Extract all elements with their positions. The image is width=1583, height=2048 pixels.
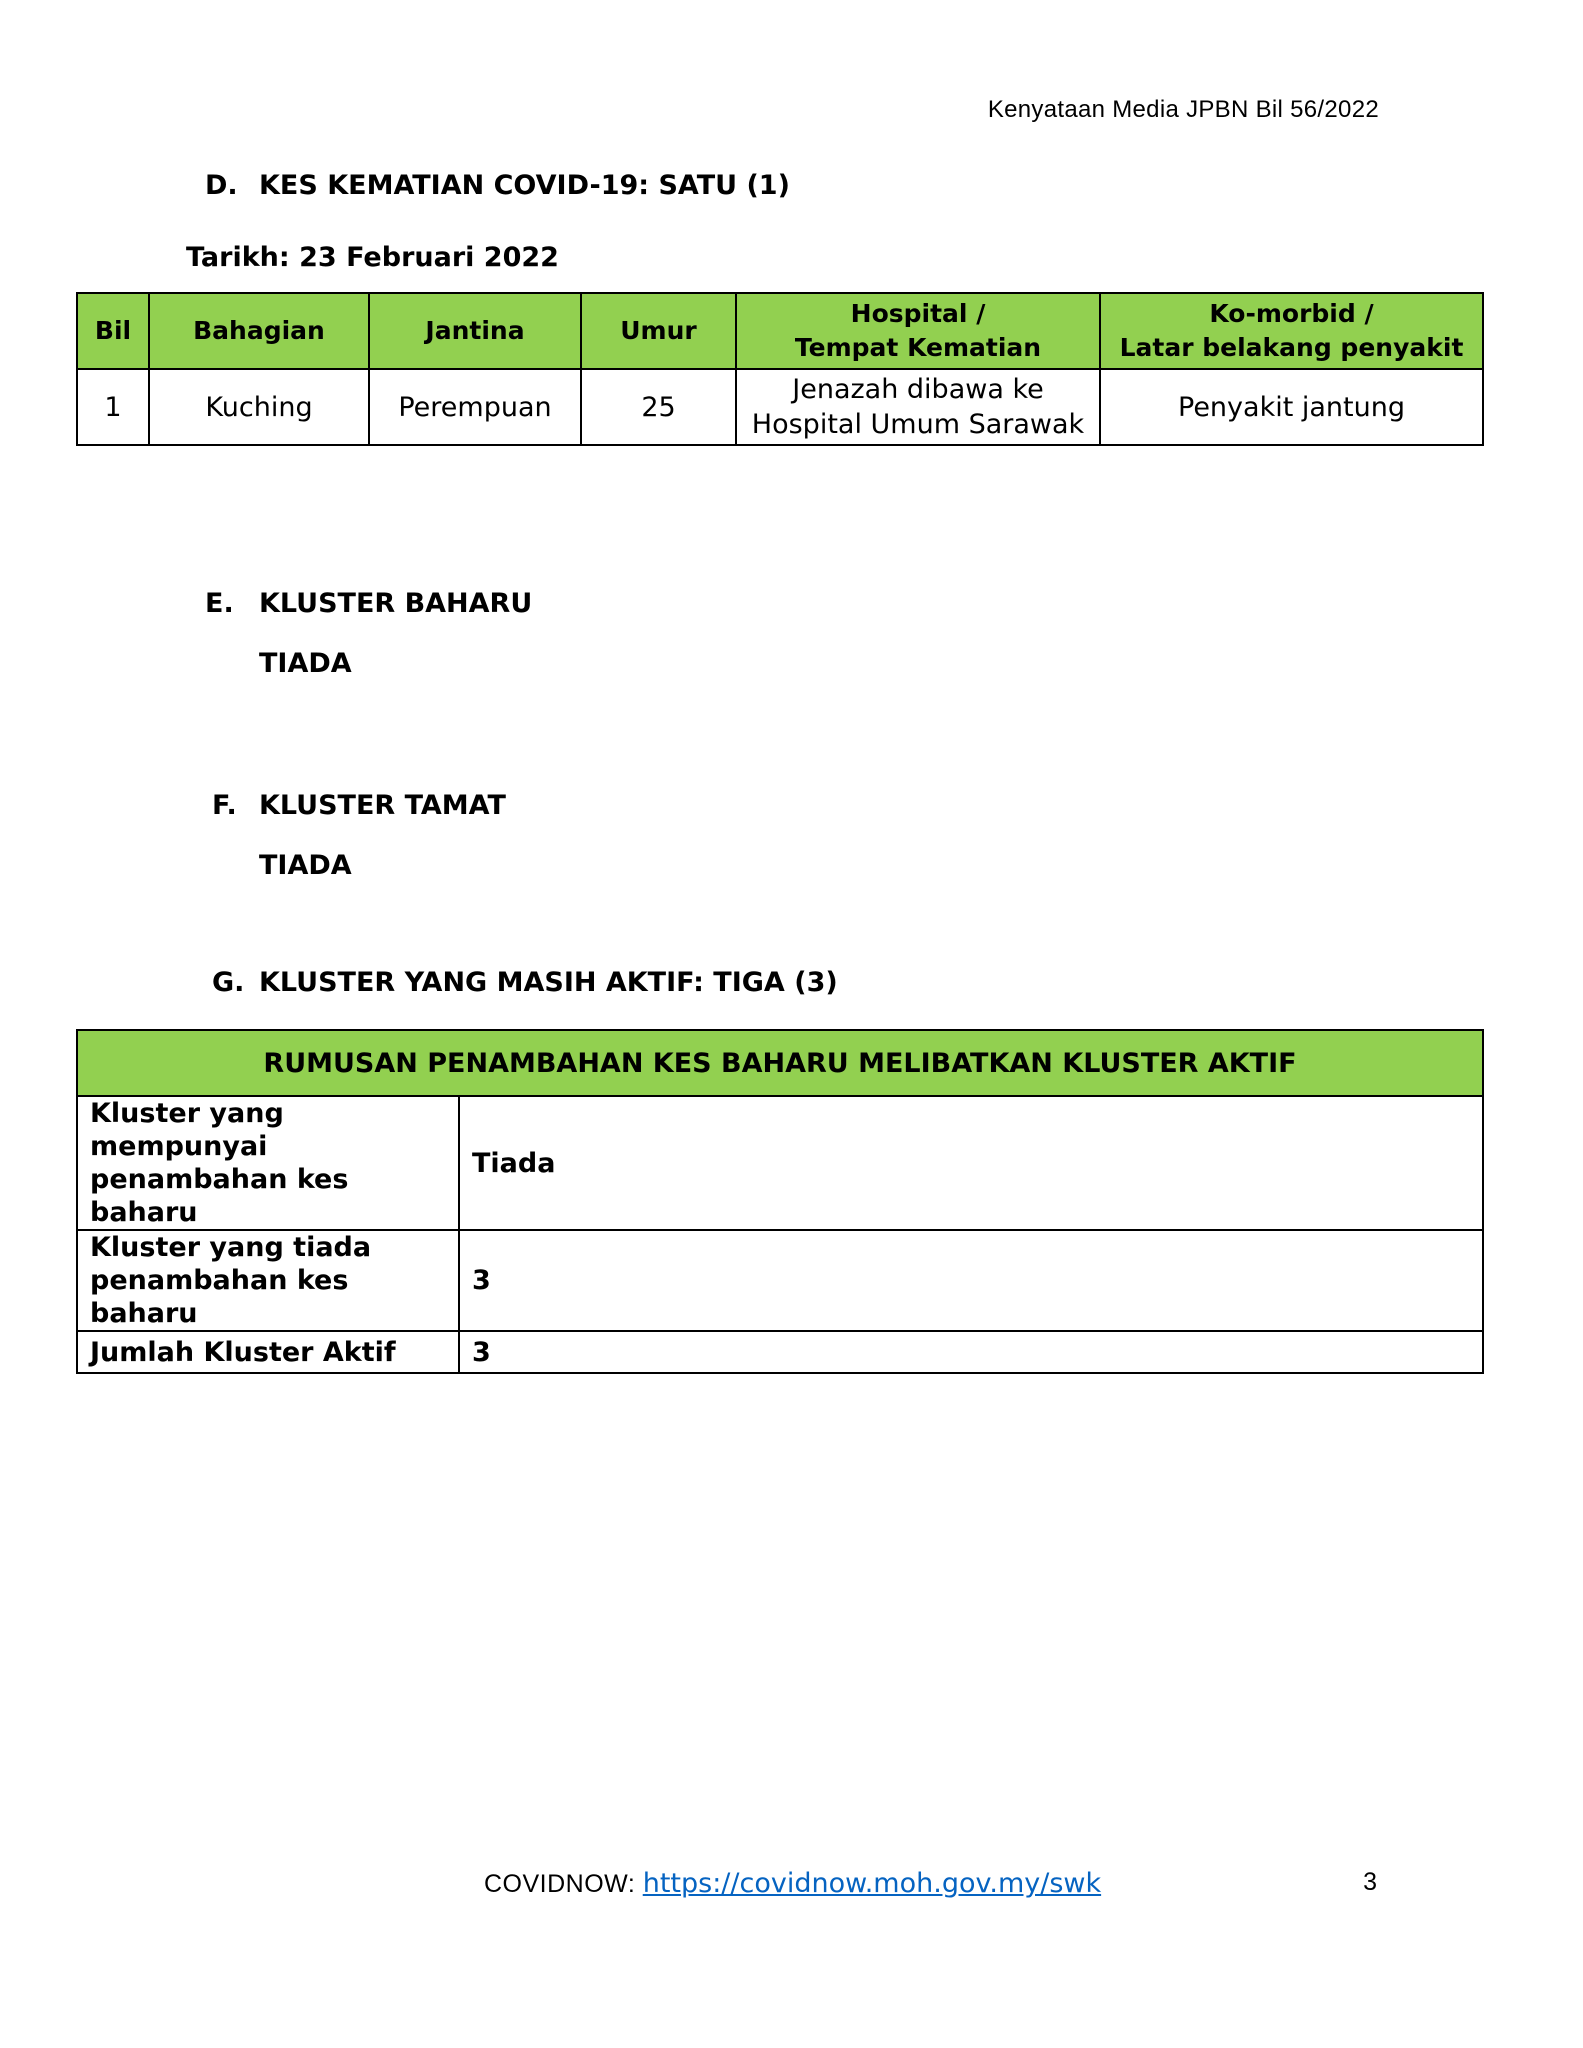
row-label-line1: Kluster yang mempunyai <box>90 1098 284 1162</box>
section-d-letter: D. <box>205 170 238 201</box>
cell-jantina: Perempuan <box>369 369 581 445</box>
col-header-hospital-line1: Hospital / <box>850 299 986 328</box>
document-reference: Kenyataan Media JPBN Bil 56/2022 <box>987 96 1379 123</box>
section-f-letter: F. <box>212 790 237 821</box>
col-header-bil: Bil <box>77 293 149 369</box>
table-row <box>77 1230 1483 1331</box>
row-value: Tiada <box>459 1096 1483 1230</box>
row-label <box>77 1096 459 1230</box>
cell-hospital <box>736 369 1100 445</box>
row-label-line2: penambahan kes baharu <box>90 1265 349 1329</box>
table-row <box>77 369 1483 445</box>
section-e-letter: E. <box>205 588 234 619</box>
section-e-title: KLUSTER BAHARU <box>259 588 533 619</box>
col-header-komorbid <box>1100 293 1483 369</box>
section-d-heading <box>205 170 790 201</box>
col-header-umur: Umur <box>581 293 736 369</box>
death-cases-table <box>76 292 1484 446</box>
section-f-value: TIADA <box>259 850 352 881</box>
row-label <box>77 1230 459 1331</box>
active-cluster-summary-table <box>76 1029 1484 1374</box>
cell-bahagian: Kuching <box>149 369 369 445</box>
table-row <box>77 1096 1483 1230</box>
footer-prefix: COVIDNOW: <box>484 1870 643 1898</box>
section-f-title: KLUSTER TAMAT <box>259 790 506 821</box>
covidnow-link[interactable]: https://covidnow.moh.gov.my/swk <box>642 1868 1102 1899</box>
footer <box>484 1868 1101 1899</box>
death-date-label: Tarikh: 23 Februari 2022 <box>186 242 559 273</box>
cell-bil: 1 <box>77 369 149 445</box>
row-label-line1: Kluster yang tiada <box>90 1232 372 1263</box>
cell-hospital-line1: Jenazah dibawa ke <box>792 374 1044 405</box>
death-table-header-row <box>77 293 1483 369</box>
row-label-line2: penambahan kes baharu <box>90 1164 349 1228</box>
section-f-heading <box>212 790 506 821</box>
row-label: Jumlah Kluster Aktif <box>77 1331 459 1373</box>
section-g-heading <box>212 967 838 998</box>
section-g-title: KLUSTER YANG MASIH AKTIF: TIGA (3) <box>259 967 838 998</box>
cell-umur: 25 <box>581 369 736 445</box>
table-row <box>77 1331 1483 1373</box>
section-e-heading <box>205 588 532 619</box>
cluster-table-title-row <box>77 1030 1483 1096</box>
row-value: 3 <box>459 1331 1483 1373</box>
col-header-komorbid-line2: Latar belakang penyakit <box>1119 333 1464 362</box>
section-e-value: TIADA <box>259 648 352 679</box>
col-header-hospital <box>736 293 1100 369</box>
cluster-table-title: RUMUSAN PENAMBAHAN KES BAHARU MELIBATKAN KLUSTER AKTIF <box>77 1030 1483 1096</box>
section-g-letter: G. <box>212 967 245 998</box>
col-header-komorbid-line1: Ko-morbid / <box>1209 299 1374 328</box>
col-header-hospital-line2: Tempat Kematian <box>794 333 1042 362</box>
col-header-jantina: Jantina <box>369 293 581 369</box>
section-d-title: KES KEMATIAN COVID-19: SATU (1) <box>259 170 790 201</box>
page-number: 3 <box>1363 1868 1377 1896</box>
row-value: 3 <box>459 1230 1483 1331</box>
cell-hospital-line2: Hospital Umum Sarawak <box>751 409 1085 440</box>
col-header-bahagian: Bahagian <box>149 293 369 369</box>
cell-komorbid: Penyakit jantung <box>1100 369 1483 445</box>
